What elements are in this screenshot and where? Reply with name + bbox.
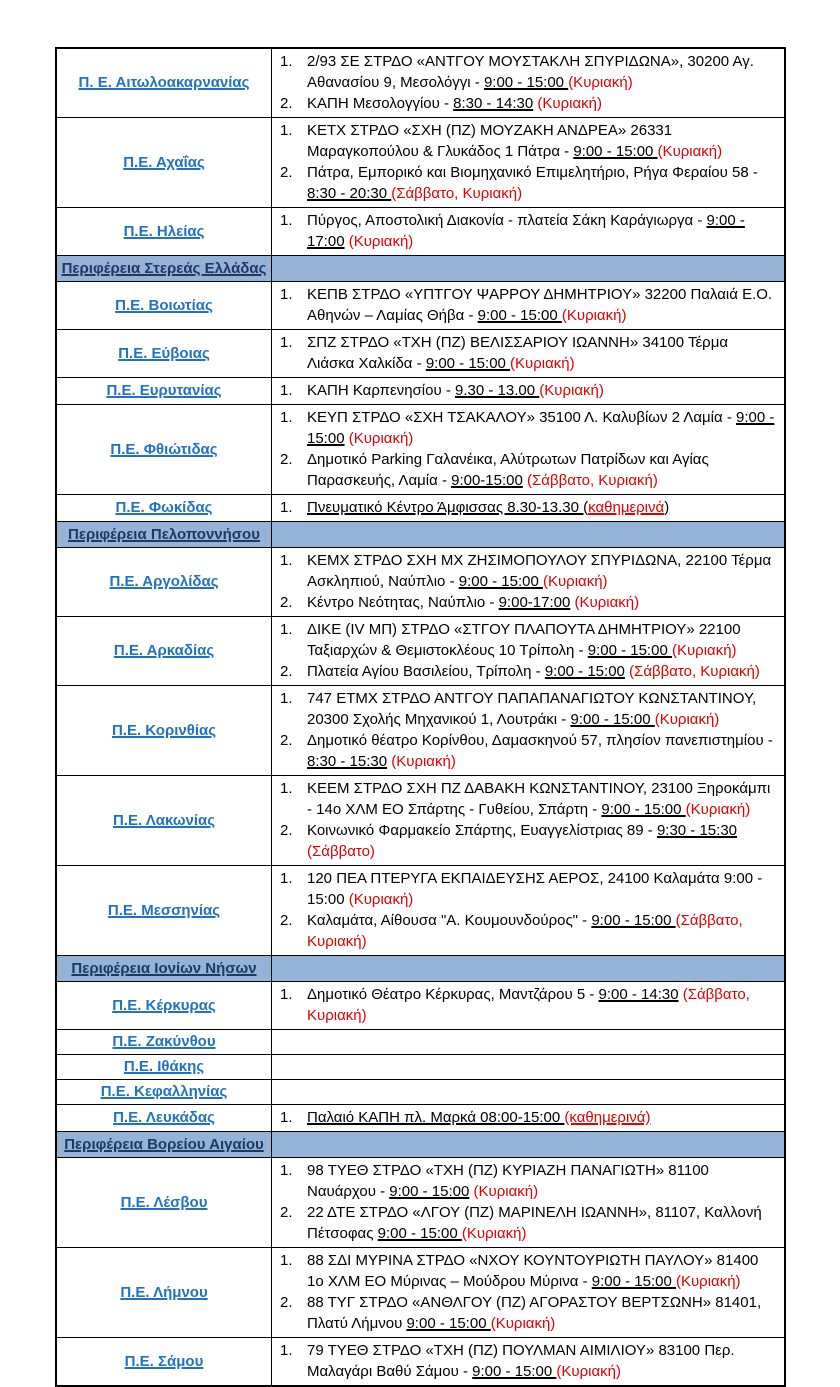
region-row — [57, 1247, 784, 1337]
region-name: Π.Ε. Σάμου — [124, 1352, 204, 1370]
section-empty-cell — [272, 256, 784, 281]
region-row — [57, 404, 784, 494]
region-name-cell — [57, 617, 272, 685]
locations-cell — [272, 686, 784, 775]
item-text: Πλατεία Αγίου Βασιλείου, Τρίπολη - 9:00 - 15:00 (Σάββατο, Κυριακή) — [307, 663, 760, 680]
location-item — [280, 497, 776, 518]
region-name: Π.Ε. Λέσβου — [120, 1193, 208, 1211]
item-number: 1. — [280, 1342, 293, 1359]
item-text: 79 ΤΥΕΘ ΣΤΡΔΟ «ΤΧΗ (ΠΖ) ΠΟΥΛΜΑΝ ΑΙΜΙΛΙΟΥ» 83100 Περ. Μαλαγάρι Βαθύ Σάμου - 9:00 - 15:00 (Κυριακή) — [307, 1342, 735, 1380]
region-name-cell — [57, 866, 272, 955]
item-number: 1. — [280, 1109, 293, 1126]
region-row — [57, 1079, 784, 1104]
locations-cell — [272, 378, 784, 404]
region-name-cell — [57, 1248, 272, 1337]
section-title: Περιφέρεια Ιονίων Νήσων — [71, 960, 257, 977]
locations-cell — [272, 1030, 784, 1054]
item-number: 2. — [280, 912, 293, 929]
locations-cell — [272, 49, 784, 117]
region-name: Π.Ε. Ζακύνθου — [112, 1033, 216, 1050]
location-item — [280, 1160, 776, 1202]
schedule-table — [55, 47, 786, 1387]
locations-cell — [272, 548, 784, 616]
item-text: ΚΑΠΗ Μεσολογγίου - 8:30 - 14:30 (Κυριακή) — [307, 95, 602, 112]
item-number: 1. — [280, 409, 293, 426]
region-row — [57, 1029, 784, 1054]
item-number: 2. — [280, 732, 293, 749]
region-name-cell — [57, 118, 272, 207]
item-text: Δημοτικό θέατρο Κορίνθου, Δαμασκηνού 57, πλησίον πανεπιστημίου - 8:30 - 15:30 (Κυριακή) — [307, 732, 773, 770]
section-row — [57, 1131, 784, 1157]
region-row — [57, 207, 784, 255]
item-text: Πύργος, Αποστολική Διακονία - πλατεία Σάκη Καράγιωργα - 9:00 - 17:00 (Κυριακή) — [307, 212, 745, 250]
item-number: 2. — [280, 164, 293, 181]
section-row — [57, 521, 784, 547]
locations-cell — [272, 1248, 784, 1337]
region-row — [57, 1337, 784, 1385]
region-name: Π.Ε. Ιθάκης — [123, 1058, 205, 1075]
region-name-cell — [57, 405, 272, 494]
locations-cell — [272, 1055, 784, 1079]
item-text: 88 ΤΥΓ ΣΤΡΔΟ «ΑΝΘΛΓΟΥ (ΠΖ) ΑΓΟΡΑΣΤΟΥ ΒΕΡΤΣΩΝΗ» 81401, Πλατύ Λήμνου 9:00 - 15:00 (Κυριακή) — [307, 1294, 762, 1332]
location-item — [280, 1292, 776, 1334]
location-item — [280, 661, 776, 682]
item-number: 1. — [280, 53, 293, 70]
region-row — [57, 494, 784, 521]
locations-cell — [272, 866, 784, 955]
region-row — [57, 1054, 784, 1079]
region-name-cell — [57, 982, 272, 1029]
region-row — [57, 865, 784, 955]
location-item — [280, 910, 776, 952]
region-name-cell — [57, 495, 272, 521]
section-row — [57, 955, 784, 981]
section-row — [57, 255, 784, 281]
region-name-cell — [57, 282, 272, 329]
locations-cell — [272, 1105, 784, 1131]
location-item — [280, 592, 776, 613]
section-title: Περιφέρεια Στερεάς Ελλάδας — [61, 260, 267, 277]
item-number: 2. — [280, 594, 293, 611]
region-row — [57, 1157, 784, 1247]
item-number: 1. — [280, 690, 293, 707]
region-name: Π.Ε. Αργολίδας — [109, 573, 219, 590]
section-title: Περιφέρεια Βορείου Αιγαίου — [64, 1136, 264, 1153]
locations-cell — [272, 1158, 784, 1247]
region-row — [57, 117, 784, 207]
region-name-cell — [57, 378, 272, 404]
location-item — [280, 688, 776, 730]
item-text: 120 ΠΕΑ ΠΤΕΡΥΓΑ ΕΚΠΑΙΔΕΥΣΗΣ ΑΕΡΟΣ, 24100 Καλαμάτα 9:00 - 15:00 (Κυριακή) — [307, 870, 763, 908]
region-name: Π.Ε. Λακωνίας — [112, 811, 216, 829]
region-row — [57, 685, 784, 775]
item-number: 2. — [280, 663, 293, 680]
region-name: Π.Ε. Αχαΐας — [123, 153, 205, 171]
item-text: Παλαιό ΚΑΠΗ πλ. Μαρκά 08:00-15:00 (καθημερινά) — [307, 1109, 651, 1126]
section-title-cell — [57, 256, 272, 281]
region-name-cell — [57, 1080, 272, 1104]
region-row — [57, 981, 784, 1029]
item-text: Πνευματικό Κέντρο Άμφισσας 8.30-13.30 (καθημερινά) — [307, 499, 670, 516]
item-text: Κέντρο Νεότητας, Ναύπλιο - 9:00-17:00 (Κυριακή) — [307, 594, 640, 611]
region-name: Π.Ε. Κορινθίας — [111, 721, 217, 739]
item-number: 1. — [280, 212, 293, 229]
locations-cell — [272, 776, 784, 865]
locations-cell — [272, 1338, 784, 1385]
item-number: 2. — [280, 95, 293, 112]
locations-cell — [272, 118, 784, 207]
region-row — [57, 281, 784, 329]
location-item — [280, 380, 776, 401]
item-number: 1. — [280, 870, 293, 887]
region-name-cell — [57, 1105, 272, 1131]
locations-cell — [272, 495, 784, 521]
location-item — [280, 868, 776, 910]
region-name-cell — [57, 1055, 272, 1079]
region-name: Π. Ε. Αιτωλοακαρνανίας — [78, 74, 250, 91]
location-item — [280, 984, 776, 1026]
region-name-cell — [57, 49, 272, 117]
location-item — [280, 1250, 776, 1292]
region-name-cell — [57, 686, 272, 775]
region-row — [57, 775, 784, 865]
location-item — [280, 1340, 776, 1382]
locations-cell — [272, 982, 784, 1029]
region-name: Π.Ε. Ευρυτανίας — [106, 382, 222, 399]
item-number: 1. — [280, 1252, 293, 1269]
item-text: 747 ΕΤΜΧ ΣΤΡΔΟ ΑΝΤΓΟΥ ΠΑΠΑΠΑΝΑΓΙΩΤΟΥ ΚΩΝΣΤΑΝΤΙΝΟΥ, 20300 Σχολής Μηχανικού 1, Λουτράκι - 9:00 - 15:00 (Κυριακή) — [307, 690, 757, 728]
section-title-cell — [57, 1132, 272, 1157]
region-name: Π.Ε. Λήμνου — [120, 1283, 208, 1301]
item-text: Καλαμάτα, Αίθουσα "Α. Κουμουνδούρος" - 9:00 - 15:00 (Σάββατο, Κυριακή) — [307, 912, 743, 950]
region-name: Π.Ε. Κέρκυρας — [112, 996, 216, 1014]
item-text: ΚΕΕΜ ΣΤΡΔΟ ΣΧΗ ΠΖ ΔΑΒΑΚΗ ΚΩΝΣΤΑΝΤΙΝΟΥ, 23100 Ξηροκάμπι - 14ο ΧΛΜ ΕΟ Σπάρτης - Γυθείου, Σπάρτη - 9:00 - 15:00 (Κυριακή) — [307, 780, 771, 818]
item-text: 88 ΣΔΙ ΜΥΡΙΝΑ ΣΤΡΔΟ «ΝΧΟΥ ΚΟΥΝΤΟΥΡΙΩΤΗ ΠΑΥΛΟΥ» 81400 1ο ΧΛΜ ΕΟ Μύρινας – Μούδρου Μύρινα - 9:00 - 15:00 (Κυριακή) — [307, 1252, 759, 1290]
item-number: 1. — [280, 780, 293, 797]
region-name: Π.Ε. Εύβοιας — [118, 344, 210, 362]
region-name: Π.Ε. Κεφαλληνίας — [100, 1083, 228, 1100]
item-text: ΚΕΤΧ ΣΤΡΔΟ «ΣΧΗ (ΠΖ) ΜΟΥΖΑΚΗ ΑΝΔΡΕΑ» 26331 Μαραγκοπούλου & Γλυκάδος 1 Πάτρα - 9:00 - 15:00 (Κυριακή) — [307, 122, 723, 160]
location-item — [280, 93, 776, 114]
item-text: 2/93 ΣΕ ΣΤΡΔΟ «ΑΝΤΓΟΥ ΜΟΥΣΤΑΚΛΗ ΣΠΥΡΙΔΩΝΑ», 30200 Αγ. Αθανασίου 9, Μεσολόγγι - 9:00 - 15:00 (Κυριακή) — [307, 53, 754, 91]
location-item — [280, 820, 776, 862]
item-text: ΚΑΠΗ Καρπενησίου - 9.30 - 13.00 (Κυριακή) — [307, 382, 604, 399]
item-number: 1. — [280, 986, 293, 1003]
location-item — [280, 449, 776, 491]
section-title-cell — [57, 956, 272, 981]
item-number: 1. — [280, 382, 293, 399]
item-number: 1. — [280, 286, 293, 303]
region-name-cell — [57, 1158, 272, 1247]
locations-cell — [272, 617, 784, 685]
item-text: Κοινωνικό Φαρμακείο Σπάρτης, Ευαγγελίστριας 89 - 9:30 - 15:30 (Σάββατο) — [307, 822, 737, 860]
region-row — [57, 547, 784, 616]
item-text: 22 ΔΤΕ ΣΤΡΔΟ «ΛΓΟΥ (ΠΖ) ΜΑΡΙΝΕΛΗ ΙΩΑΝΝΗ», 81107, Καλλονή Πέτσοφας 9:00 - 15:00 (Κυριακή) — [307, 1204, 762, 1242]
region-name: Π.Ε. Φωκίδας — [115, 499, 213, 516]
item-text: ΚΕΜΧ ΣΤΡΔΟ ΣΧΗ ΜΧ ΖΗΣΙΜΟΠΟΥΛΟΥ ΣΠΥΡΙΔΩΝΑ, 22100 Τέρμα Ασκληπιού, Ναύπλιο - 9:00 - 15:00 (Κυριακή) — [307, 552, 772, 590]
location-item — [280, 162, 776, 204]
item-text: Δημοτικό Θέατρο Κέρκυρας, Μαντζάρου 5 - 9:00 - 14:30 (Σάββατο, Κυριακή) — [307, 986, 750, 1024]
location-item — [280, 1202, 776, 1244]
location-item — [280, 1107, 776, 1128]
region-name: Π.Ε. Λευκάδας — [113, 1109, 215, 1126]
location-item — [280, 332, 776, 374]
item-text: ΚΕΥΠ ΣΤΡΔΟ «ΣΧΗ ΤΣΑΚΑΛΟΥ» 35100 Λ. Καλυβίων 2 Λαμία - 9:00 - 15:00 (Κυριακή) — [307, 409, 775, 447]
region-row — [57, 49, 784, 117]
section-title: Περιφέρεια Πελοποννήσου — [68, 526, 260, 543]
location-item — [280, 210, 776, 252]
locations-cell — [272, 282, 784, 329]
region-name-cell — [57, 1030, 272, 1054]
region-row — [57, 1104, 784, 1131]
item-text: 98 ΤΥΕΘ ΣΤΡΔΟ «ΤΧΗ (ΠΖ) ΚΥΡΙΑΖΗ ΠΑΝΑΓΙΩΤΗ» 81100 Ναυάρχου - 9:00 - 15:00 (Κυριακή) — [307, 1162, 709, 1200]
location-item — [280, 120, 776, 162]
region-name: Π.Ε. Μεσσηνίας — [107, 901, 221, 919]
item-number: 1. — [280, 552, 293, 569]
region-name: Π.Ε. Αρκαδίας — [113, 642, 215, 659]
region-name-cell — [57, 548, 272, 616]
region-name-cell — [57, 208, 272, 255]
region-name: Π.Ε. Βοιωτίας — [115, 296, 213, 314]
location-item — [280, 550, 776, 592]
location-item — [280, 619, 776, 661]
locations-cell — [272, 330, 784, 377]
item-number: 1. — [280, 621, 293, 638]
region-name-cell — [57, 330, 272, 377]
locations-cell — [272, 208, 784, 255]
region-row — [57, 377, 784, 404]
item-number: 1. — [280, 122, 293, 139]
item-number: 2. — [280, 1204, 293, 1221]
region-name: Π.Ε. Ηλείας — [123, 222, 205, 240]
item-number: 1. — [280, 1162, 293, 1179]
item-text: Δημοτικό Parking Γαλανέικα, Αλύτρωτων Πατρίδων και Αγίας Παρασκευής, Λαμία - 9:00-15:00 (Σάββατο, Κυριακή) — [307, 451, 709, 489]
region-name-cell — [57, 1338, 272, 1385]
section-empty-cell — [272, 522, 784, 547]
item-text: ΚΕΠΒ ΣΤΡΔΟ «ΥΠΤΓΟΥ ΨΑΡΡΟΥ ΔΗΜΗΤΡΙΟΥ» 32200 Παλαιά Ε.Ο. Αθηνών – Λαμίας Θήβα - 9:00 - 15:00 (Κυριακή) — [307, 286, 773, 324]
location-item — [280, 778, 776, 820]
region-name-cell — [57, 776, 272, 865]
section-empty-cell — [272, 1132, 784, 1157]
section-title-cell — [57, 522, 272, 547]
location-item — [280, 284, 776, 326]
region-row — [57, 616, 784, 685]
item-number: 1. — [280, 499, 293, 516]
item-number: 2. — [280, 1294, 293, 1311]
section-empty-cell — [272, 956, 784, 981]
location-item — [280, 51, 776, 93]
location-item — [280, 407, 776, 449]
item-number: 2. — [280, 822, 293, 839]
locations-cell — [272, 405, 784, 494]
item-number: 1. — [280, 334, 293, 351]
item-text: ΣΠΖ ΣΤΡΔΟ «ΤΧΗ (ΠΖ) ΒΕΛΙΣΣΑΡΙΟΥ ΙΩΑΝΝΗ» 34100 Τέρμα Λιάσκα Χαλκίδα - 9:00 - 15:00 (Κυριακή) — [307, 334, 729, 372]
item-number: 2. — [280, 451, 293, 468]
location-item — [280, 730, 776, 772]
region-row — [57, 329, 784, 377]
region-name: Π.Ε. Φθιώτιδας — [110, 440, 218, 458]
item-text: ΔΙΚΕ (IV ΜΠ) ΣΤΡΔΟ «ΣΤΓΟΥ ΠΛΑΠΟΥΤΑ ΔΗΜΗΤΡΙΟΥ» 22100 Ταξιαρχών & Θεμιστοκλέους 10 Τρίπολη - 9:00 - 15:00 (Κυριακή) — [307, 621, 741, 659]
locations-cell — [272, 1080, 784, 1104]
item-text: Πάτρα, Εμπορικό και Βιομηχανικό Επιμελητήριο, Ρήγα Φεραίου 58 - 8:30 - 20:30 (Σάββατο, Κυριακή) — [307, 164, 758, 202]
